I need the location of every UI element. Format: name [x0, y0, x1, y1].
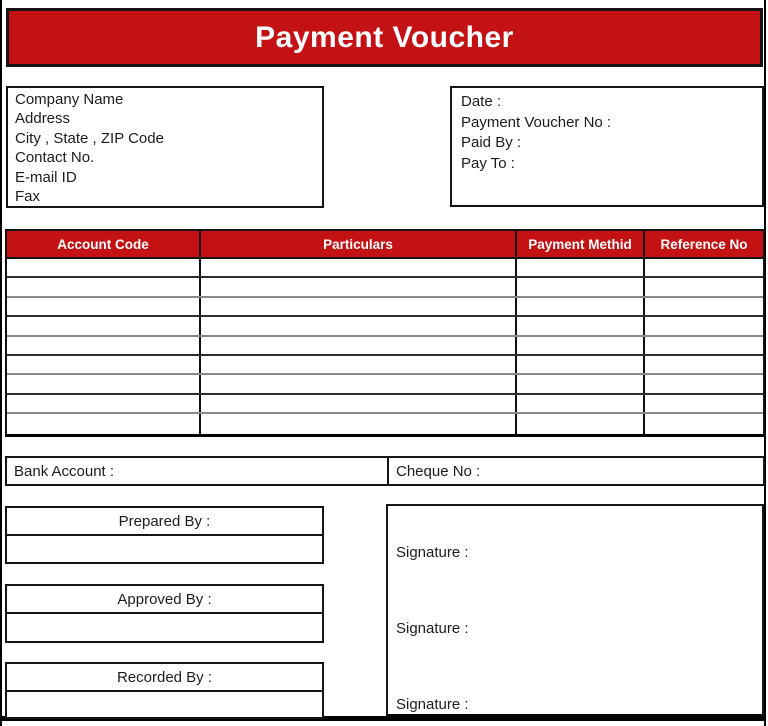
pay-to-label: Pay To : — [461, 154, 515, 172]
table-cell[interactable] — [7, 414, 199, 433]
table-row — [7, 375, 763, 394]
company-name-label: Company Name — [15, 91, 124, 108]
table-cell[interactable] — [199, 375, 515, 392]
prepared-by-label: Prepared By : — [118, 512, 211, 530]
table-cell[interactable] — [515, 259, 643, 276]
voucher-no-label: Payment Voucher No : — [461, 113, 612, 131]
company-info-box — [6, 86, 324, 208]
recorded-by-box — [5, 662, 324, 692]
table-cell[interactable] — [7, 278, 199, 295]
recorded-by-fill-box[interactable] — [5, 690, 324, 719]
table-row — [7, 298, 763, 317]
contact-no-label: Contact No. — [15, 149, 95, 167]
table-cell[interactable] — [643, 278, 763, 295]
page-border-left — [0, 0, 2, 726]
table-row — [7, 317, 763, 336]
bank-account-label: Bank Account : — [14, 462, 115, 480]
table-cell[interactable] — [199, 395, 515, 412]
table-cell[interactable] — [199, 356, 515, 373]
table-cell[interactable] — [7, 375, 199, 392]
table-cell[interactable] — [515, 395, 643, 412]
approved-by-box — [5, 584, 324, 614]
table-cell[interactable] — [199, 259, 515, 276]
table-cell[interactable] — [643, 356, 763, 373]
voucher-table — [5, 229, 765, 437]
table-cell[interactable] — [7, 259, 199, 276]
cheque-no-cell[interactable] — [387, 458, 763, 484]
header-account-code: Account Code — [57, 236, 149, 252]
table-cell[interactable] — [643, 414, 763, 433]
table-row — [7, 259, 763, 278]
bank-cheque-row — [5, 456, 765, 486]
table-cell[interactable] — [7, 356, 199, 373]
table-row — [7, 414, 763, 433]
header-payment-method: Payment Methid — [515, 231, 643, 257]
table-row — [7, 356, 763, 375]
table-cell[interactable] — [515, 375, 643, 392]
table-cell[interactable] — [7, 317, 199, 334]
table-row — [7, 278, 763, 297]
city-state-zip-label: City , State , ZIP Code — [15, 129, 164, 147]
table-cell[interactable] — [515, 317, 643, 334]
signature-label-3: Signature : — [396, 696, 469, 713]
table-cell[interactable] — [199, 298, 515, 315]
email-id-label: E-mail ID — [15, 168, 77, 186]
table-cell[interactable] — [199, 278, 515, 295]
signature-box[interactable] — [386, 504, 764, 718]
table-row — [7, 337, 763, 356]
bank-account-cell[interactable] — [7, 458, 387, 484]
table-cell[interactable] — [7, 337, 199, 354]
signature-label-1: Signature : — [396, 544, 469, 561]
table-cell[interactable] — [643, 375, 763, 392]
cheque-no-label: Cheque No : — [396, 462, 481, 480]
table-cell[interactable] — [7, 395, 199, 412]
table-cell[interactable] — [643, 259, 763, 276]
table-row — [7, 395, 763, 414]
header-particulars: Particulars — [199, 231, 515, 257]
address-label: Address — [15, 110, 71, 128]
table-cell[interactable] — [7, 298, 199, 315]
table-cell[interactable] — [515, 356, 643, 373]
voucher-info-box — [450, 86, 764, 207]
table-cell[interactable] — [643, 298, 763, 315]
table-cell[interactable] — [515, 337, 643, 354]
approved-by-fill-box[interactable] — [5, 612, 324, 643]
prepared-by-box — [5, 506, 324, 536]
table-cell[interactable] — [199, 414, 515, 433]
page-title: Payment Voucher — [255, 20, 514, 54]
table-header-row — [5, 229, 765, 259]
recorded-by-label: Recorded By : — [116, 668, 213, 686]
fax-label: Fax — [15, 188, 41, 206]
table-cell[interactable] — [515, 414, 643, 433]
table-cell[interactable] — [643, 317, 763, 334]
table-body — [5, 259, 765, 437]
paid-by-label: Paid By : — [461, 134, 522, 151]
date-label: Date : — [461, 93, 502, 110]
table-cell[interactable] — [643, 395, 763, 412]
signature-label-2: Signature : — [396, 620, 469, 637]
table-cell[interactable] — [515, 298, 643, 315]
table-cell[interactable] — [515, 278, 643, 295]
prepared-by-fill-box[interactable] — [5, 534, 324, 564]
table-cell[interactable] — [199, 337, 515, 354]
header-reference-no: Reference No — [643, 231, 763, 257]
table-cell[interactable] — [199, 317, 515, 334]
title-banner — [6, 8, 763, 67]
table-cell[interactable] — [643, 337, 763, 354]
approved-by-label: Approved By : — [117, 590, 212, 608]
